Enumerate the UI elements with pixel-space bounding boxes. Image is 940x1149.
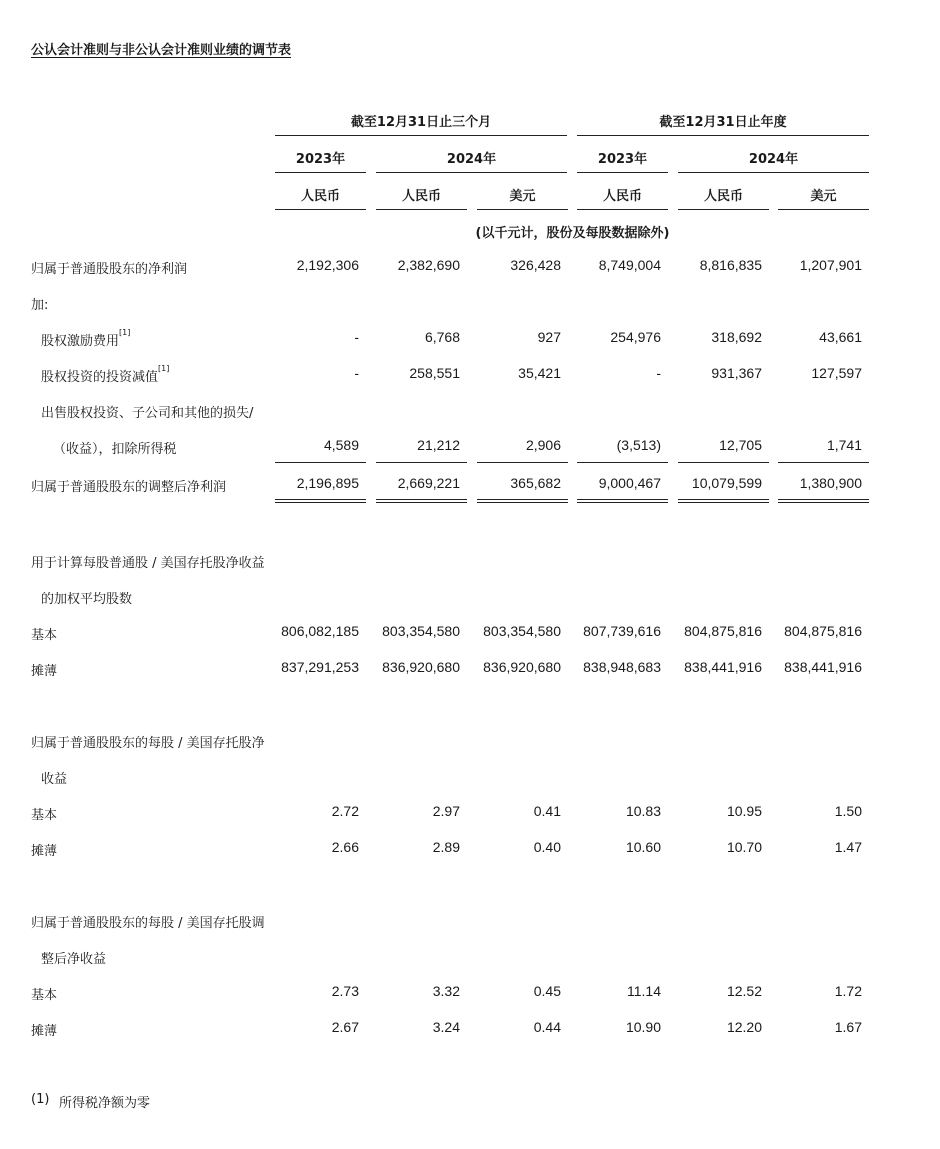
table-cell: 931,367 bbox=[711, 365, 762, 381]
total-double-rule-4 bbox=[577, 499, 668, 503]
table-cell: 8,749,004 bbox=[598, 257, 661, 273]
row-label: 摊薄 bbox=[31, 664, 58, 679]
table-cell: 10.83 bbox=[625, 803, 661, 819]
table-cell: 43,661 bbox=[819, 329, 862, 345]
table-cell: 2,192,306 bbox=[296, 257, 359, 273]
table-cell: 2.66 bbox=[331, 839, 359, 855]
table-cell: 0.45 bbox=[533, 983, 561, 999]
table-cell: 803,354,580 bbox=[483, 623, 561, 639]
header-year-q-2023: 2023年 bbox=[295, 152, 346, 167]
row-label: 股权投资的投资减值[1] bbox=[41, 364, 170, 385]
row-label: 基本 bbox=[31, 988, 58, 1003]
table-cell: 2,382,690 bbox=[397, 257, 460, 273]
table-cell: 365,682 bbox=[510, 475, 561, 491]
table-cell: 927 bbox=[537, 329, 561, 345]
row-label: 基本 bbox=[31, 808, 58, 823]
total-double-rule-2 bbox=[376, 499, 467, 503]
row-label: 归属于普通股股东的每股 / 美国存托股净 bbox=[31, 736, 265, 751]
table-cell: - bbox=[354, 365, 359, 381]
table-cell: 837,291,253 bbox=[281, 659, 359, 675]
currency-underline-3 bbox=[477, 209, 568, 210]
table-cell: 10,079,599 bbox=[691, 475, 762, 491]
row-label: 用于计算每股普通股 / 美国存托股净收益 bbox=[31, 556, 265, 571]
table-cell: 9,000,467 bbox=[598, 475, 661, 491]
header-year-q-2024: 2024年 bbox=[446, 152, 497, 167]
table-cell: 10.70 bbox=[726, 839, 762, 855]
period-year-underline bbox=[577, 135, 869, 136]
table-cell: 804,875,816 bbox=[784, 623, 862, 639]
table-cell: 2.89 bbox=[432, 839, 460, 855]
table-cell: 2.72 bbox=[331, 803, 359, 819]
year-y-2024-underline bbox=[678, 172, 869, 173]
total-double-rule-3 bbox=[477, 499, 568, 503]
table-cell: 1,207,901 bbox=[799, 257, 862, 273]
currency-underline-6 bbox=[778, 209, 869, 210]
header-currency-6: 美元 bbox=[810, 189, 837, 204]
table-cell: 2,669,221 bbox=[397, 475, 460, 491]
table-cell: 1.47 bbox=[834, 839, 862, 855]
period-quarter-underline bbox=[275, 135, 567, 136]
header-currency-2: 人民币 bbox=[401, 189, 441, 204]
row-label: （收益），扣除所得税 bbox=[53, 442, 177, 457]
subtotal-rule-4 bbox=[577, 462, 668, 463]
header-currency-5: 人民币 bbox=[703, 189, 743, 204]
year-y-2023-underline bbox=[577, 172, 668, 173]
row-label: 摊薄 bbox=[31, 844, 58, 859]
table-cell: 127,597 bbox=[811, 365, 862, 381]
table-cell: 2,196,895 bbox=[296, 475, 359, 491]
table-cell: 11.14 bbox=[627, 983, 661, 999]
currency-underline-2 bbox=[376, 209, 467, 210]
table-cell: 1,380,900 bbox=[799, 475, 862, 491]
unit-note: (以千元计，股份及每股数据除外) bbox=[475, 226, 670, 241]
row-label: 的加权平均股数 bbox=[41, 592, 133, 607]
table-cell: 8,816,835 bbox=[699, 257, 762, 273]
footnote-reference: [1] bbox=[158, 364, 170, 373]
table-cell: 12.52 bbox=[726, 983, 762, 999]
table-cell: - bbox=[354, 329, 359, 345]
table-cell: 258,551 bbox=[409, 365, 460, 381]
table-cell: 838,441,916 bbox=[684, 659, 762, 675]
year-q-2023-underline bbox=[275, 172, 366, 173]
table-cell: 0.44 bbox=[533, 1019, 561, 1035]
table-cell: 803,354,580 bbox=[382, 623, 460, 639]
subtotal-rule-3 bbox=[477, 462, 568, 463]
table-cell: 3.24 bbox=[432, 1019, 460, 1035]
footnote-reference: [1] bbox=[119, 328, 131, 337]
table-cell: 804,875,816 bbox=[684, 623, 762, 639]
table-cell: 2,906 bbox=[525, 437, 561, 453]
total-double-rule-6 bbox=[778, 499, 869, 503]
header-currency-1: 人民币 bbox=[300, 189, 340, 204]
table-cell: 326,428 bbox=[510, 257, 561, 273]
table-cell: 10.60 bbox=[625, 839, 661, 855]
table-cell: 836,920,680 bbox=[483, 659, 561, 675]
table-cell: 806,082,185 bbox=[281, 623, 359, 639]
row-label: 加: bbox=[31, 298, 49, 313]
subtotal-rule-2 bbox=[376, 462, 467, 463]
table-cell: 0.40 bbox=[533, 839, 561, 855]
header-period-quarter: 截至12月31日止三个月 bbox=[350, 115, 492, 130]
table-cell: 836,920,680 bbox=[382, 659, 460, 675]
table-cell: 12.20 bbox=[726, 1019, 762, 1035]
table-cell: 35,421 bbox=[518, 365, 561, 381]
table-cell: - bbox=[656, 365, 661, 381]
row-label: 收益 bbox=[41, 772, 68, 787]
row-label: 基本 bbox=[31, 628, 58, 643]
table-cell: 2.97 bbox=[432, 803, 460, 819]
year-q-2024-underline bbox=[376, 172, 567, 173]
row-label: 归属于普通股股东的净利润 bbox=[31, 262, 188, 277]
table-cell: 6,768 bbox=[424, 329, 460, 345]
table-cell: 10.90 bbox=[625, 1019, 661, 1035]
table-cell: 4,589 bbox=[323, 437, 359, 453]
table-cell: (3,513) bbox=[616, 437, 661, 453]
total-double-rule-1 bbox=[275, 499, 366, 503]
row-label: 归属于普通股股东的调整后净利润 bbox=[31, 480, 227, 495]
table-cell: 318,692 bbox=[711, 329, 762, 345]
table-cell: 12,705 bbox=[719, 437, 762, 453]
footnote-text: 所得税净额为零 bbox=[59, 1096, 151, 1111]
table-cell: 2.67 bbox=[331, 1019, 359, 1035]
header-year-y-2024: 2024年 bbox=[748, 152, 799, 167]
currency-underline-4 bbox=[577, 209, 668, 210]
table-cell: 807,739,616 bbox=[583, 623, 661, 639]
table-cell: 254,976 bbox=[610, 329, 661, 345]
row-label: 出售股权投资、子公司和其他的损失/ bbox=[41, 406, 254, 421]
currency-underline-1 bbox=[275, 209, 366, 210]
subtotal-rule-1 bbox=[275, 462, 366, 463]
table-cell: 10.95 bbox=[726, 803, 762, 819]
table-cell: 3.32 bbox=[432, 983, 460, 999]
row-label: 归属于普通股股东的每股 / 美国存托股调 bbox=[31, 916, 265, 931]
subtotal-rule-6 bbox=[778, 462, 869, 463]
currency-underline-5 bbox=[678, 209, 769, 210]
header-period-year: 截至12月31日止年度 bbox=[659, 115, 787, 130]
table-cell: 2.73 bbox=[331, 983, 359, 999]
table-cell: 21,212 bbox=[417, 437, 460, 453]
table-cell: 1.72 bbox=[834, 983, 862, 999]
total-double-rule-5 bbox=[678, 499, 769, 503]
table-cell: 0.41 bbox=[533, 803, 561, 819]
header-currency-4: 人民币 bbox=[602, 189, 642, 204]
row-label: 整后净收益 bbox=[41, 952, 107, 967]
table-cell: 838,441,916 bbox=[784, 659, 862, 675]
subtotal-rule-5 bbox=[678, 462, 769, 463]
table-cell: 1.67 bbox=[834, 1019, 862, 1035]
table-cell: 838,948,683 bbox=[583, 659, 661, 675]
table-cell: 1,741 bbox=[826, 437, 862, 453]
header-year-y-2023: 2023年 bbox=[597, 152, 648, 167]
header-currency-3: 美元 bbox=[509, 189, 536, 204]
row-label: 摊薄 bbox=[31, 1024, 58, 1039]
footnote-marker: (1) bbox=[31, 1092, 50, 1107]
table-cell: 1.50 bbox=[834, 803, 862, 819]
row-label: 股权激励费用[1] bbox=[41, 328, 131, 349]
page-title: 公认会计准则与非公认会计准则业绩的调节表 bbox=[31, 43, 292, 58]
